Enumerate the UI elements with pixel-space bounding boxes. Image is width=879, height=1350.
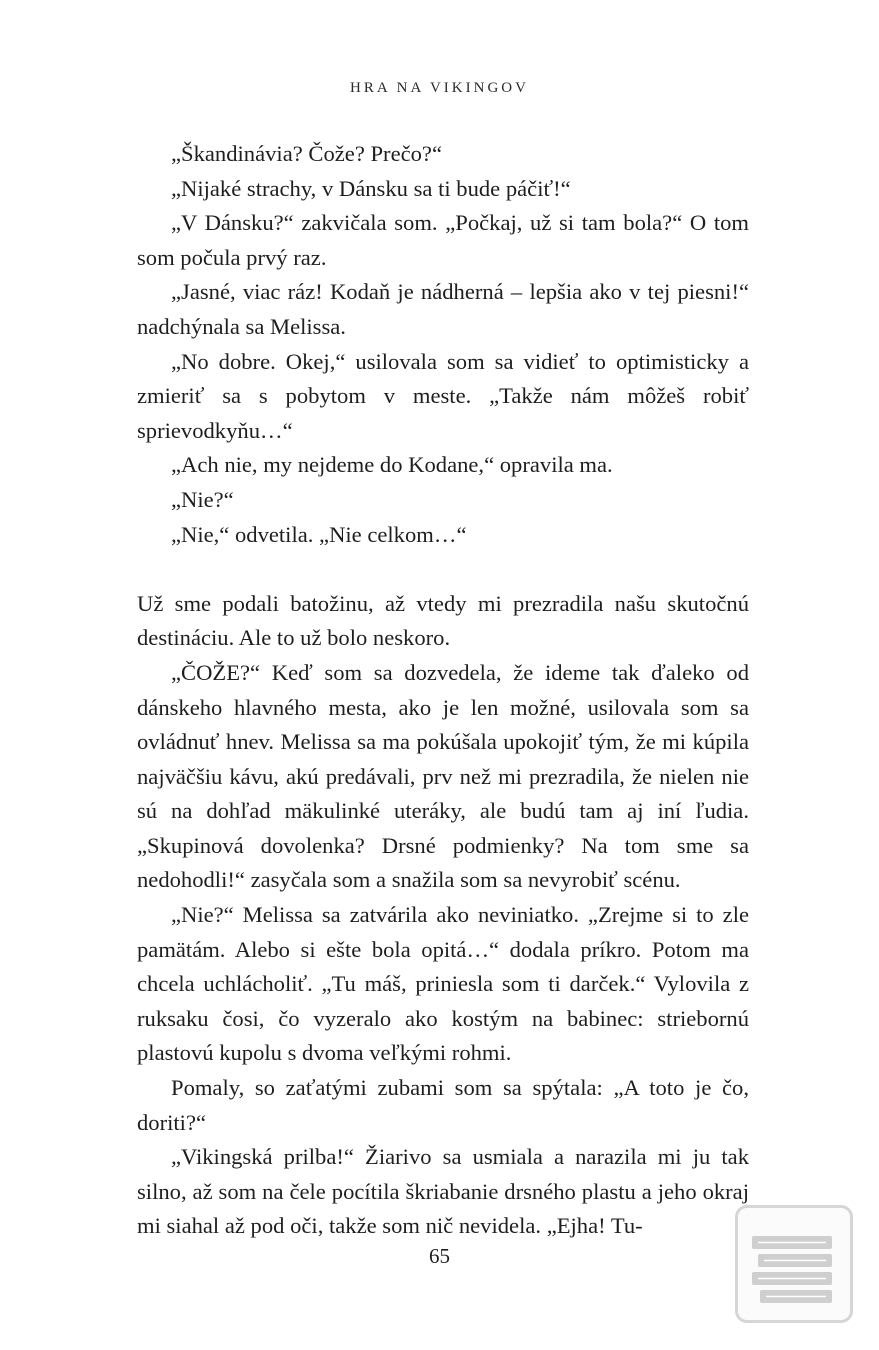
paragraph: „Nie?“ Melissa sa zatvárila ako neviniatko. „Zrejme si to zle pamätám. Alebo si ešte bola opitá…“ dodala príkro. Potom ma chcela uchlácholiť. „Tu máš, priniesla som ti darček.“ Vylovila z ruksaku čosi, čo vyzeralo ako kostým na babinec: striebornú plastovú kupolu s dvoma veľkými rohmi. <box>137 902 749 1066</box>
paragraph: Pomaly, so zaťatými zubami som sa spýtala: „A toto je čo, doriti?“ <box>137 1075 749 1135</box>
paragraph: „Vikingská prilba!“ Žiarivo sa usmiala a narazila mi ju tak silno, až som na čele pocítila škriabanie drsného plastu a jeho okraj mi siahal až pod oči, takže som nič nevidela. „Ejha! Tu- <box>137 1144 749 1239</box>
paragraph: „Jasné, viac ráz! Kodaň je nádherná – lepšia ako v tej piesni!“ nadchýnala sa Melissa. <box>137 279 749 339</box>
watermark-badge <box>735 1205 853 1323</box>
paragraph: „Škandinávia? Čože? Prečo?“ <box>171 141 442 166</box>
paragraph: „No dobre. Okej,“ usilovala som sa vidieť to optimisticky a zmieriť sa s pobytom v meste. „Takže nám môžeš robiť sprievodkyňu…“ <box>137 348 749 443</box>
paragraph: „Nijaké strachy, v Dánsku sa ti bude páčiť!“ <box>171 175 571 201</box>
paragraph-section-start: Už sme podali batožinu, až vtedy mi prezradila našu skutočnú destináciu. Ale to už bolo neskoro. <box>137 590 749 651</box>
paragraph: „Nie?“ <box>171 486 234 512</box>
paragraph: „V Dánsku?“ zakvičala som. „Počkaj, už si tam bola?“ O tom som počula prvý raz. <box>137 210 749 270</box>
paragraph: „Ach nie, my nejdeme do Kodane,“ opravila ma. <box>171 452 613 478</box>
body-text <box>137 137 749 1244</box>
running-head: HRA NA VIKINGOV <box>350 80 529 96</box>
page-number: 65 <box>429 1244 450 1268</box>
paragraph: „ČOŽE?“ Keď som sa dozvedela, že ideme tak ďaleko od dánskeho hlavného mesta, ako je len možné, usilovala som sa ovládnuť hnev. Melissa sa ma pokúšala upokojiť tým, že mi kúpila najväčšiu kávu, akú predávali, prv než mi prezradila, že nielen nie sú na dohľad mäkulinké uteráky, ale budú tam aj iní ľudia. „Skupinová dovolenka? Drsné podmienky? Na tom sme sa nedohodli!“ zasyčala som a snažila som sa nevyrobiť scénu. <box>137 659 749 893</box>
paragraph: „Nie,“ odvetila. „Nie celkom…“ <box>171 521 467 547</box>
book-stack-icon <box>738 1208 850 1320</box>
